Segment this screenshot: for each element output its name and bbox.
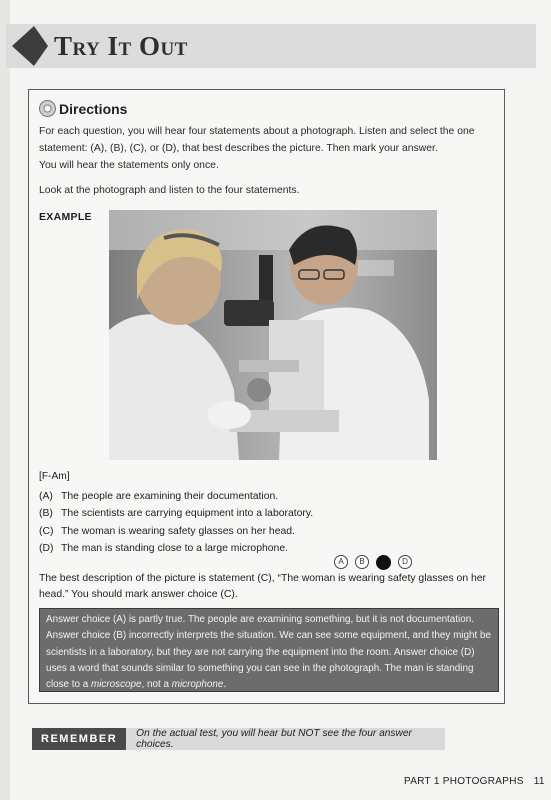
explanation-text: , not a bbox=[141, 679, 172, 691]
choice-letter: (D) bbox=[39, 542, 54, 554]
bubble-c-selected[interactable] bbox=[376, 555, 391, 570]
section-header bbox=[6, 24, 536, 68]
directions-heading bbox=[39, 100, 127, 117]
directions-title: Directions bbox=[59, 100, 128, 117]
choice-c bbox=[39, 523, 313, 540]
explanation-text: Answer choice (A) is partly true. The people are examining something, but it is not documentation. Answer choice (B) incorrectly interprets the situation. We can see some equipment, and they might be scientists in a laboratory, but they are not carrying the equipment into the room. Answer choice (D) uses a word that sounds similar to something you can see in the photograph. The man is standing close to a bbox=[46, 614, 491, 691]
page-edge bbox=[0, 0, 10, 800]
explanation-emphasis: microscope bbox=[91, 679, 142, 691]
remember-text: On the actual test, you will hear but NOT see the four answer choices. bbox=[136, 728, 412, 750]
choice-d bbox=[39, 540, 313, 557]
directions-line: For each question, you will hear four statements about a photograph. Listen and select the one bbox=[39, 126, 475, 137]
laboratory-photograph bbox=[109, 210, 437, 460]
choice-letter: (C) bbox=[39, 525, 54, 537]
remember-tip bbox=[32, 728, 445, 750]
best-description: The best description of the picture is statement (C), “The woman is wearing safety glasses on her head.” You should mark answer choice (C). bbox=[39, 573, 487, 600]
audio-cd-icon bbox=[39, 100, 56, 117]
choice-a bbox=[39, 488, 313, 505]
answer-choices bbox=[39, 488, 313, 557]
bubble-d[interactable]: D bbox=[398, 555, 412, 569]
choice-letter: (A) bbox=[39, 491, 53, 502]
example-label: EXAMPLE bbox=[39, 211, 92, 223]
explanation-box bbox=[39, 608, 499, 692]
directions-text bbox=[39, 123, 494, 174]
footer-section: PART 1 PHOTOGRAPHS bbox=[404, 776, 524, 787]
choice-letter: (B) bbox=[39, 508, 53, 520]
choice-b bbox=[39, 505, 313, 522]
arrow-right-icon bbox=[34, 26, 48, 66]
directions-line: statement: (A), (B), (C), or (D), that best describes the picture. Then mark your answer. bbox=[39, 143, 438, 154]
explanation-text: . bbox=[223, 679, 227, 691]
remember-label: REMEMBER bbox=[32, 728, 126, 750]
choice-text: The scientists are carrying equipment into a laboratory. bbox=[61, 508, 314, 520]
bubble-a[interactable]: A bbox=[334, 555, 348, 569]
page-footer bbox=[404, 776, 545, 787]
directions-line: You will hear the statements only once. bbox=[39, 160, 219, 171]
exercise-box bbox=[28, 89, 505, 704]
choice-text: The woman is wearing safety glasses on her head. bbox=[61, 525, 295, 537]
speaker-tag: [F-Am] bbox=[39, 471, 70, 482]
bubble-b[interactable]: B bbox=[355, 555, 369, 569]
section-title: Try It Out bbox=[54, 31, 188, 61]
page-number: 11 bbox=[533, 776, 545, 787]
answer-bubbles bbox=[334, 555, 412, 570]
choice-text: The people are examining their documentation. bbox=[61, 491, 279, 502]
explanation-emphasis: microphone bbox=[171, 679, 224, 691]
arrow-left-icon bbox=[12, 26, 34, 66]
choice-text: The man is standing close to a large microphone. bbox=[61, 542, 288, 554]
instruction-text: Look at the photograph and listen to the four statements. bbox=[39, 185, 300, 196]
